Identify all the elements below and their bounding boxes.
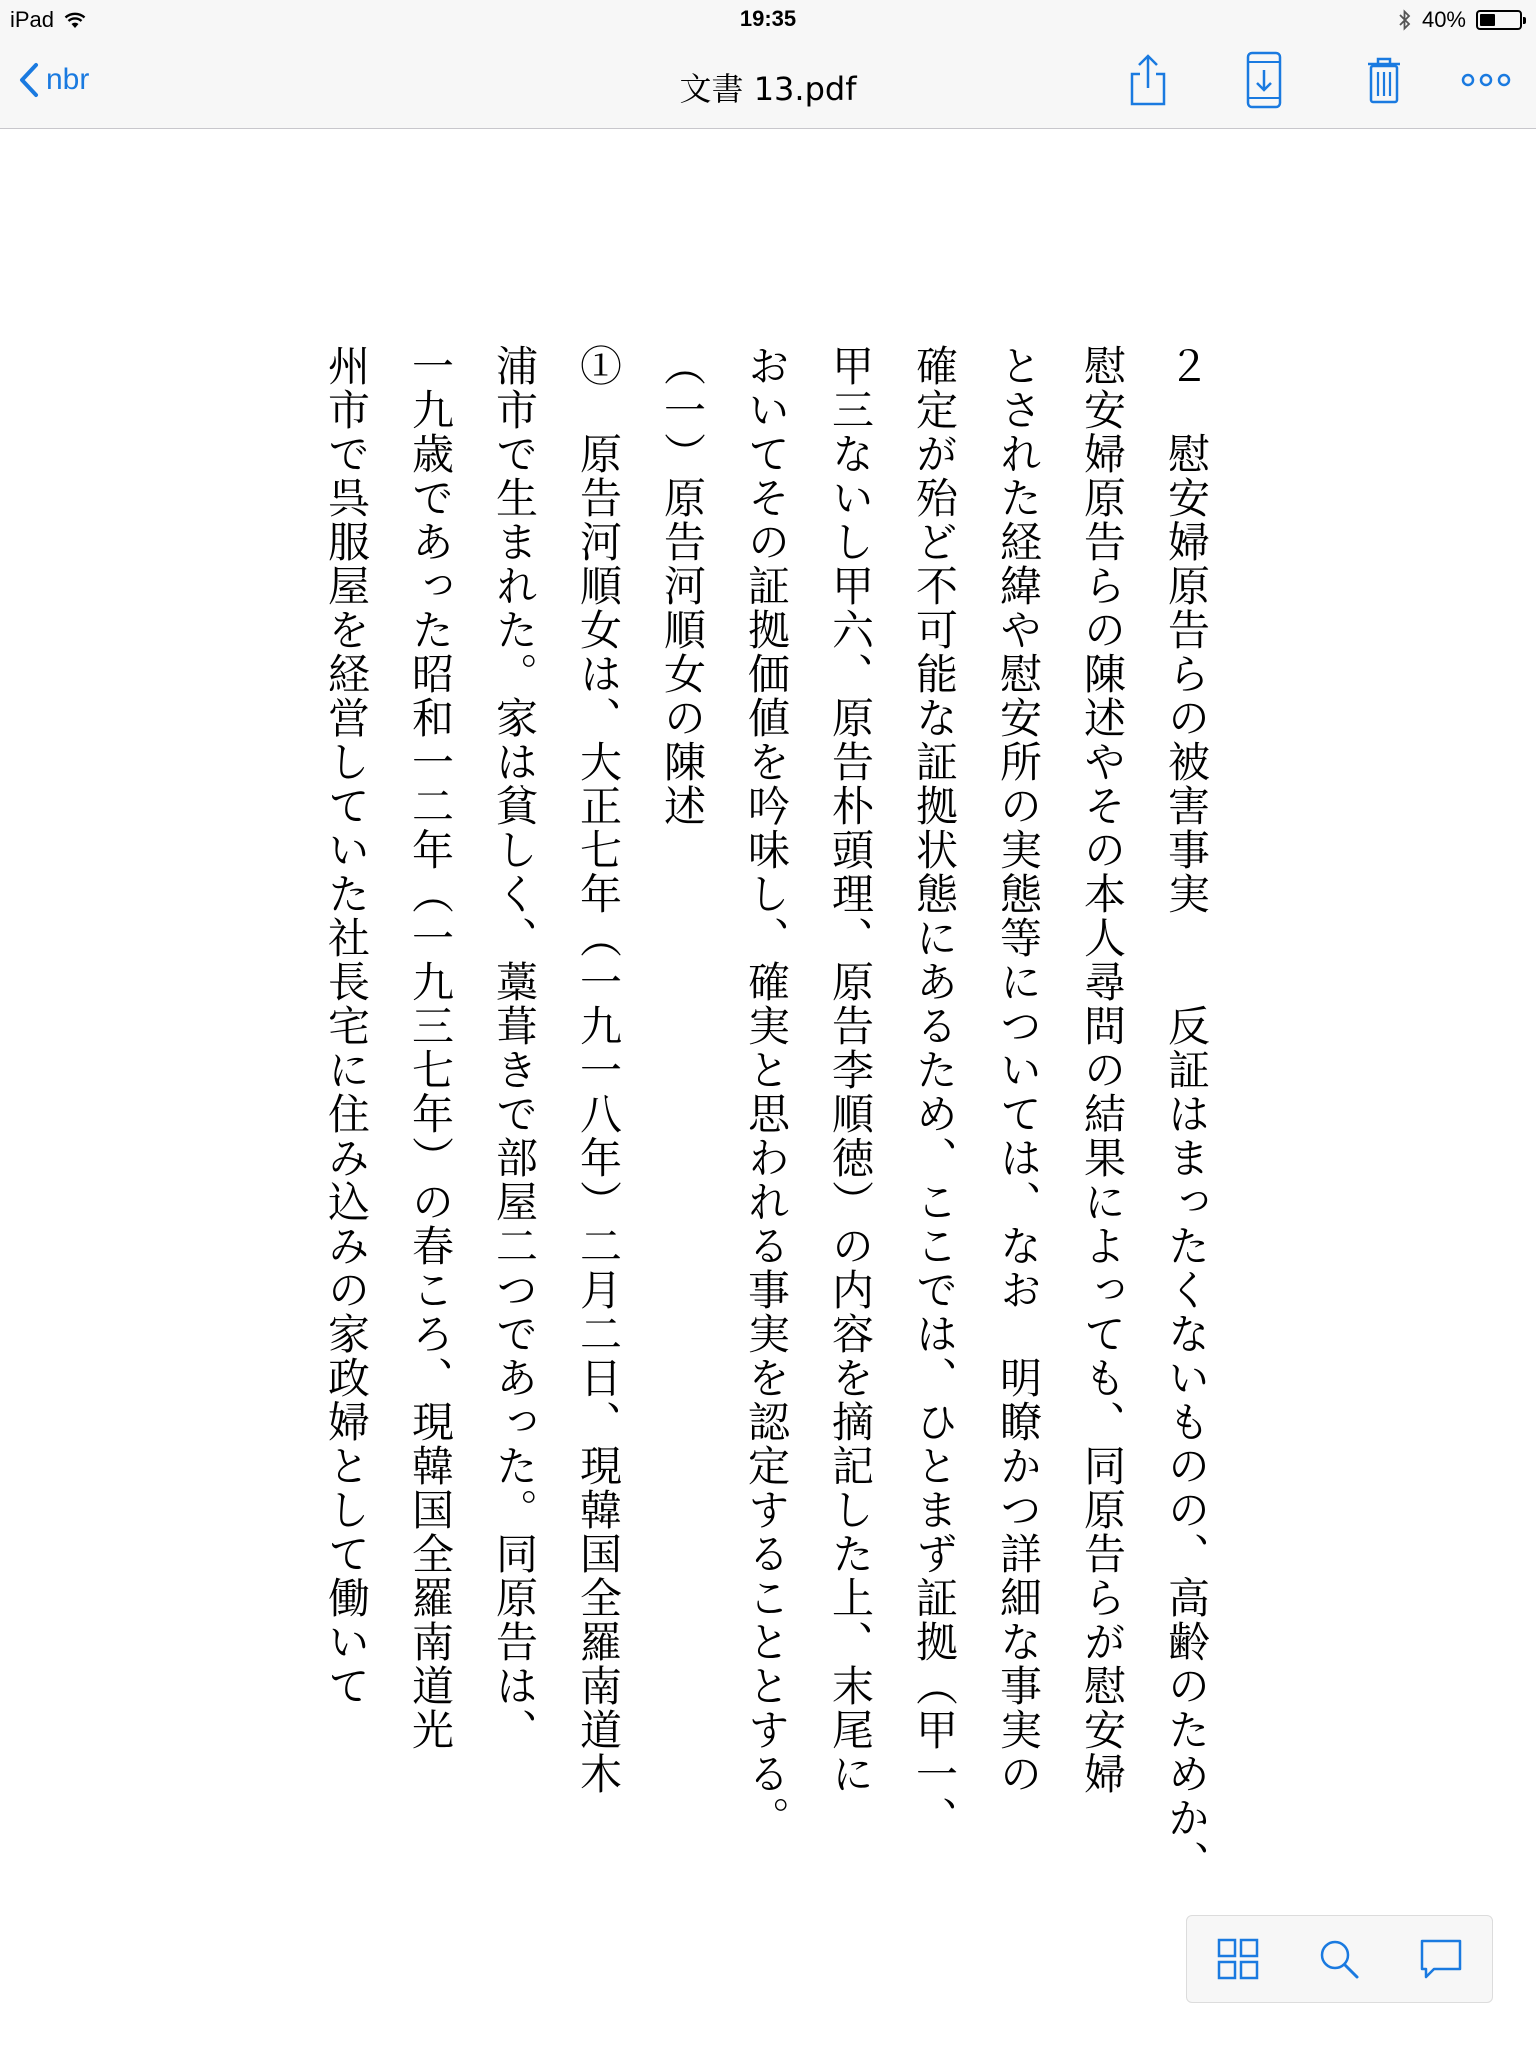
device-label: iPad <box>10 7 55 32</box>
text-column: 甲三ないし甲六、原告朴頭理、原告李順徳）の内容を摘記した上、末尾に <box>826 344 875 1796</box>
document-title: 文書 13.pdf <box>679 70 857 108</box>
back-button[interactable] <box>18 62 89 98</box>
back-label: nbr <box>46 63 90 96</box>
text-column: 慰安婦原告らの陳述やその本人尋問の結果によっても、同原告らが慰安婦 <box>1078 344 1127 1796</box>
text-column: ２ 慰安婦原告らの被害事実 反証はまったくないものの、高齢のためか、 <box>1162 344 1211 1884</box>
battery-icon <box>1476 10 1522 30</box>
text-column: 浦市で生まれた。家は貧しく、藁葺きで部屋二つであった。同原告は、 <box>490 344 539 1752</box>
share-button[interactable] <box>1118 48 1178 112</box>
download-to-device-icon <box>1244 50 1284 110</box>
chevron-left-icon <box>18 62 40 98</box>
delete-button[interactable] <box>1354 48 1414 112</box>
text-column: おいてその証拠価値を吟味し、確実と思われる事実を認定することとする。 <box>742 344 791 1840</box>
more-button[interactable] <box>1456 48 1516 112</box>
status-right <box>1398 7 1522 33</box>
status-bar <box>0 0 1536 40</box>
pdf-page[interactable] <box>0 129 1536 2048</box>
text-column: 一九歳であった昭和一二年（一九三七年）の春ころ、現韓国全羅南道光 <box>406 344 455 1752</box>
thumbnails-icon <box>1217 1938 1259 1980</box>
battery-percent: 40% <box>1421 7 1466 32</box>
comment-icon <box>1418 1937 1464 1981</box>
bottom-toolbar <box>1186 1915 1493 2003</box>
bluetooth-icon <box>1398 9 1412 31</box>
text-column: とされた経緯や慰安所の実態等については、なお 明瞭かつ詳細な事実の <box>994 344 1043 1796</box>
text-column: 州市で呉服屋を経営していた社長宅に住み込みの家政婦として働いて <box>322 344 371 1708</box>
text-column: ① 原告河順女は、大正七年（一九一八年）二月二日、現韓国全羅南道木 <box>574 344 623 1796</box>
search-icon <box>1318 1938 1360 1980</box>
save-to-device-button[interactable] <box>1234 48 1294 112</box>
text-column: 確定が殆ど不可能な証拠状態にあるため、ここでは、ひとまず証拠（甲一、 <box>910 344 959 1840</box>
status-time: 19:35 <box>739 6 797 31</box>
nav-bar <box>0 40 1536 129</box>
trash-icon <box>1364 54 1404 106</box>
share-icon <box>1126 52 1170 108</box>
comment-button[interactable] <box>1411 1929 1471 1989</box>
text-column: （一）原告河順女の陳述 <box>658 344 707 828</box>
battery-fill <box>1480 14 1495 26</box>
search-button[interactable] <box>1309 1929 1369 1989</box>
thumbnails-button[interactable] <box>1208 1929 1268 1989</box>
more-icon <box>1460 72 1512 88</box>
